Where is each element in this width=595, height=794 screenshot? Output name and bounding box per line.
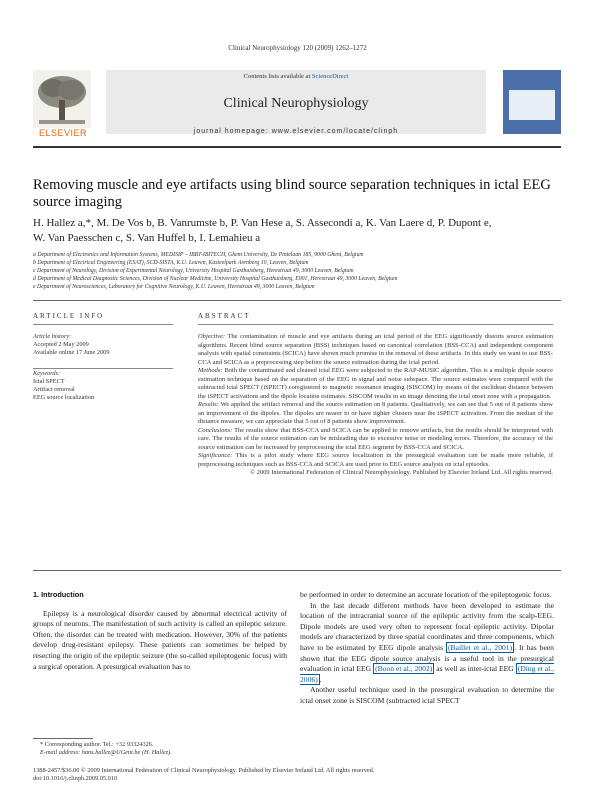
journal-name: Clinical Neurophysiology [223,96,369,111]
affiliation-a: a Department of Electronics and Information Systems, MEDISIP – IBBT-IBITECH, Ghent University, De Pintelaan 185, 9000 Ghent, Belgium [33,252,364,258]
contents-line [106,73,486,80]
journal-citation: Clinical Neurophysiology 120 (2009) 1262–1272 [228,44,367,52]
authors-line-2: W. Van Paesschen c, S. Van Huffel b, I. Lemahieu a [33,232,261,244]
keywords-label: Keywords: [33,370,61,377]
intro-paragraph-3: Another useful technique used in the presurgical evaluation to determine the ictal onset zone is SISCOM (subtracted ictal SPECT [300,685,554,705]
abstract-objective: Objective: The contamination of muscle and eye artifacts during an ictal period of the EEG significantly distorts source estimation algorithms. Recent blind source separation (BSS) techniques based on canonical correlation (BSS-CCA) and independent component analysis with spatial constraints (SCICA) have shown much promise in the removal of these artifacts. In this study we want to use BSS-CCA and SCICA as a preprocessing step before the source estimation during the ictal period. [198,333,553,366]
abstract-copyright: © 2009 International Federation of Clinical Neurophysiology. Published by Elsevier Ireland Ltd. All rights reserved. [250,469,553,476]
footnote-divider [33,738,93,739]
citation-link[interactable]: (Boon et al., 2002) [375,664,433,674]
author-list [33,216,563,246]
abstract [198,312,553,476]
affiliations [33,251,563,291]
abstract-divider [33,570,561,571]
affiliation-c: c Department of Neurology, Division of Experimental Neurology, University Hospital Gasthuisberg, Herestraat 49, 3000 Leuven, Belgium [33,268,354,274]
author-email[interactable]: E-mail address: hans.hallez@UGent.be (H. Hallez). [40,749,172,756]
sciencedirect-link[interactable]: ScienceDirect [311,73,349,80]
abstract-heading: ABSTRACT [198,312,251,320]
elsevier-tree-logo [33,70,91,136]
citation-link[interactable]: (Baillet et al., 2001) [447,642,513,652]
abstract-text [198,333,553,478]
affiliation-e: e Department of Neurosciences, Laboratory for Cognitive Neurology, K.U. Leuven, Herestraat 49, 3000 Leuven, Belgium [33,284,315,290]
authors-line-1: H. Hallez a,*, M. De Vos b, B. Vanrumste b, P. Van Hese a, S. Assecondi a, K. Van Laere d, P. Dupont e, [33,217,492,229]
article-info [33,312,173,401]
footnote [40,741,290,757]
intro-paragraph-1-continued: be performed in order to determine an accurate location of the epileptogenic focus. [300,590,552,599]
journal-banner [33,70,561,144]
section-heading: 1. Introduction [33,590,84,599]
keyword-item: EEG source localization [33,394,95,401]
abstract-methods: Methods: Both the contaminated and cleaned ictal EEG were subjected to the RAP-MUSIC algorithm. This is a multiple dipole source estimation technique based on the separation of the EEG in signal and noise subspace. The source estimates were compared with the subtracted ictal SPECT (iSPECT) coregistered to magnetic resonance imaging (SISCOM) by means of the euclidean distance between the iSPECT activations and the dipole location estimates. SISCOM results in an image denoting the ictal onset zone with a propagation. [198,367,553,400]
corresponding-author: * Corresponding author. Tel.: +32 93324326. [40,741,154,748]
elsevier-wordmark: ELSEVIER [38,128,88,138]
affiliation-d: d Department of Medical Diagnostic Sciences, Division of Nuclear Medicine, University Hospital Gasthuisberg, E901, Herestraat 49, 3000 Leuven, Belgium [33,276,398,282]
keyword-item: Artifact removal [33,386,75,393]
accepted-date: Accepted 2 May 2009 [33,341,89,348]
abstract-conclusions: Conclusions: The results show that BSS-CCA and SCICA can be applied to remove artifacts, but the results should be interpreted with care. The results of the source estimation can be misleading due to excessive noise or modeling errors. Therefore, the accuracy of the source estimation can be increased by preprocessing the ictal EEG segment by BSS-CCA and SCICA. [198,426,553,451]
intro-paragraph-2: In the last decade different methods have been developed to estimate the location of the intracranial source of the epileptic activity from the scalp-EEG. Dipole models are used very often to represent focal epileptic activity. Dipolar models are characterized by three spatial coordinates and three components, which have to be estimated by EEG dipole analysis (Baillet et al., 2001) . It has been shown that the EEG dipole source analysis is a useful tool in the presurgical evaluation in ictal EEG (Boon et al., 2002) as well as inter-ictal EEG (Ding et al., 2006) . [300,600,555,684]
journal-homepage[interactable]: journal homepage: www.elsevier.com/locate/clinph [193,128,399,135]
keywords [33,370,94,402]
journal-title-box [106,70,486,134]
intro-paragraph-1: Epilepsy is a neurological disorder caused by abnormal electrical activity of groups of neurons. The manifestation of such activity is called an epileptic seizure. Often, the disorder can be treated with medication. However, 30% of the patients develop drug-resistant epilepsy. These patients can sometimes be helped by resecting the origin of the epileptic seizure (the so-called epileptogenic focus) with a surgical operation. A presurgical evaluation has to [33,608,287,671]
header-divider [33,146,561,148]
keyword-item: Ictal SPECT [33,378,65,385]
doi-line[interactable]: doi:10.1016/j.clinph.2009.05.010 [33,775,118,782]
abstract-results: Results: We applied the artifact removal and the source estimation on 8 patients. Qualitatively, we can see that 5 out of 8 patients show an improvement of the dipoles. The dipoles are nearer to or have tighter clusters near the iSPECT activation. From the median of the distance measure, we can appreciate that 5 out of 8 patients show improvement. [198,401,553,425]
body-column-right [300,590,554,707]
journal-cover-image [503,70,561,134]
body-column-left [33,590,287,672]
article-title: Removing muscle and eye artifacts using blind source separation techniques in ictal EEG source imaging [33,177,551,210]
issn-line: 1388-2457/$36.00 © 2009 International Federation of Clinical Neurophysiology. Published by Elsevier Ireland Ltd. All rights reserved. [33,767,375,774]
article-info-heading: ARTICLE INFO [33,312,105,320]
citation-link[interactable]: (Ding et al., 2006) [300,664,555,684]
contents-prefix: Contents lists available at [243,73,312,80]
history-label: Article history: [33,333,72,340]
abstract-significance: Significance: This is a pilot study where EEG source localization in the presurgical evaluation can be made more reliable, if preprocessing techniques such as BSS-CCA and SCICA are used prior to EEG source analysis on ictal episodes. [198,452,553,468]
article-history [33,333,109,357]
affiliation-divider [33,300,561,301]
available-date: Available online 17 June 2009 [33,349,110,356]
affiliation-b: b Department of Electrical Engineering (ESAT), SCD-SISTA, K.U. Leuven, Kasteelpark Arenberg 10, Leuven, Belgium [33,260,309,266]
publication-info [33,767,563,783]
